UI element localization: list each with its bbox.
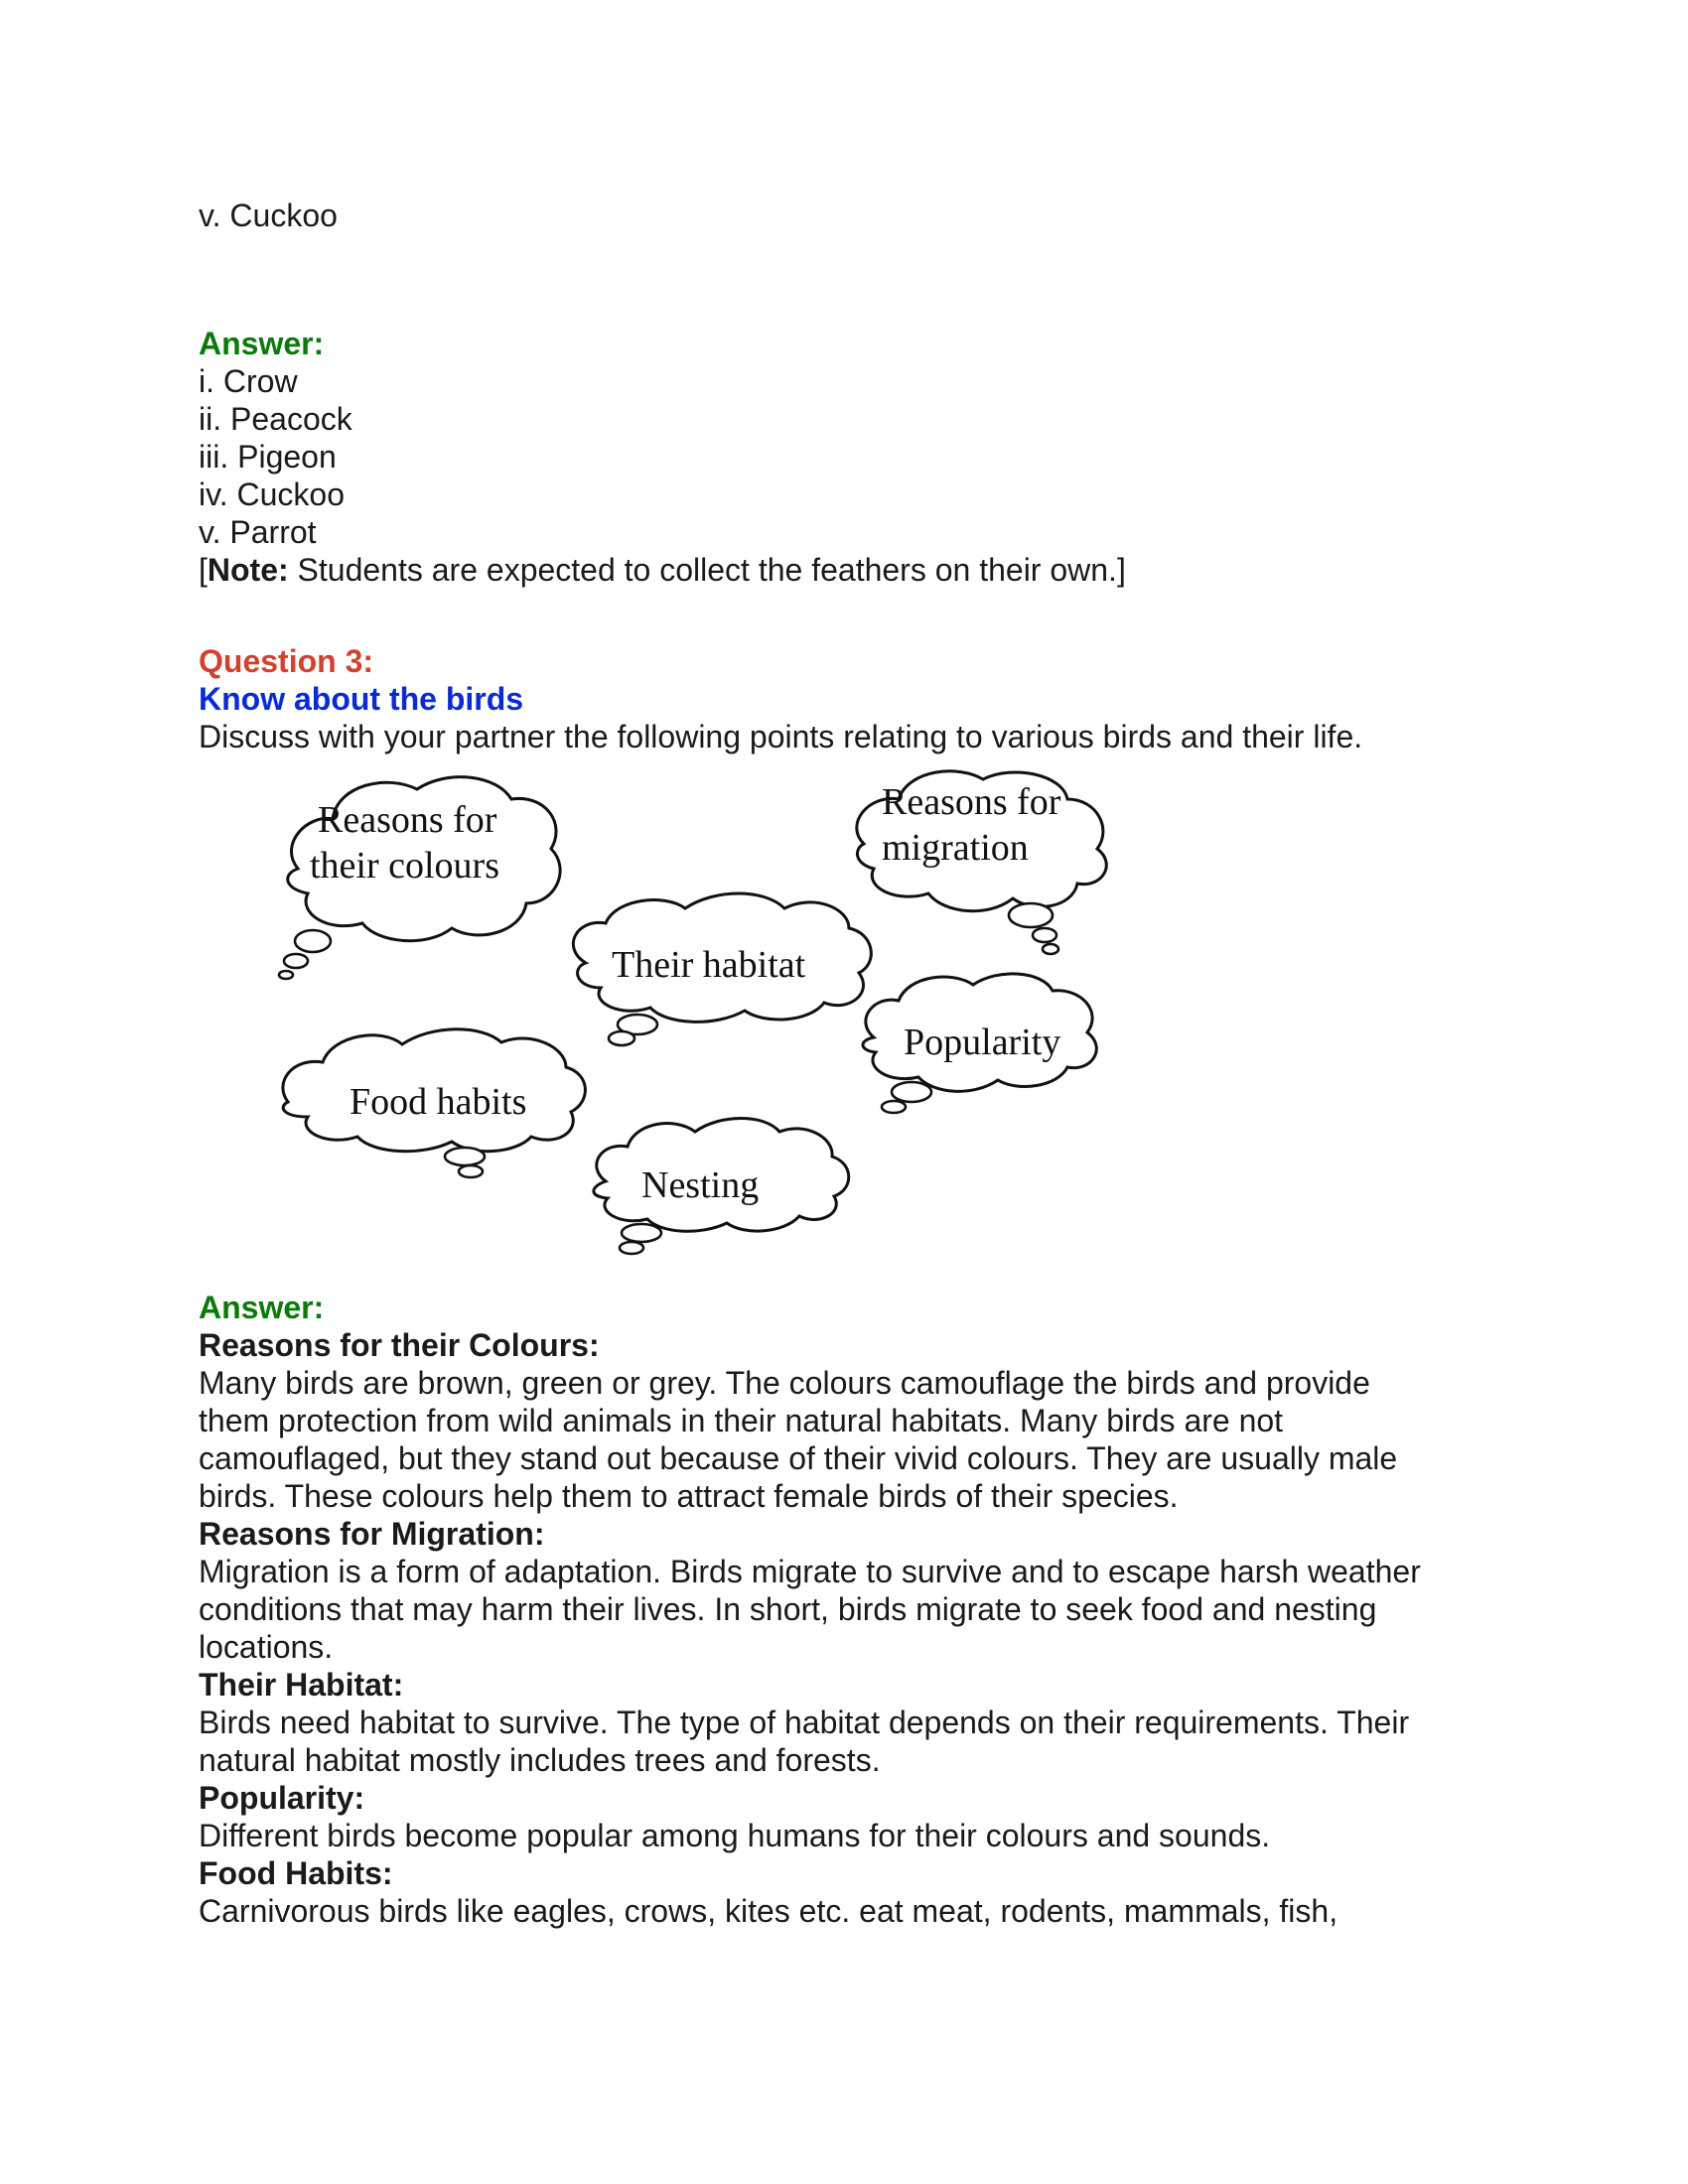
paragraph-line: camouflaged, but they stand out because of their vivid colours. They are usually male (199, 1440, 1398, 1476)
cloud-reasons-colours (279, 777, 560, 979)
thought-bubble-diagram (268, 764, 1162, 1261)
paragraph-line: Different birds become popular among humans for their colours and sounds. (199, 1818, 1271, 1853)
paragraph-line: conditions that may harm their lives. In short, birds migrate to seek food and nesting (199, 1591, 1377, 1627)
cloud-their-habitat (573, 893, 871, 1045)
paragraph-line: Carnivorous birds like eagles, crows, kites etc. eat meat, rodents, mammals, fish, (199, 1893, 1338, 1929)
cloud-text: Reasons for (882, 781, 1061, 823)
section-title: Food Habits: (199, 1855, 393, 1891)
paragraph-line: locations. (199, 1629, 334, 1665)
section-title: Reasons for their Colours: (199, 1327, 600, 1363)
cloud-text: Reasons for (318, 799, 497, 841)
paragraph-line: birds. These colours help them to attract female birds of their species. (199, 1478, 1179, 1514)
cloud-popularity (863, 974, 1096, 1113)
cloud-reasons-migration (857, 771, 1106, 954)
answer-heading: Answer: (199, 326, 325, 361)
list-item: v. Parrot (199, 514, 317, 550)
note-label: Note: (207, 552, 289, 588)
list-item: i. Crow (199, 363, 298, 399)
cloud-text: Their habitat (612, 944, 806, 986)
section-title: Popularity: (199, 1780, 365, 1816)
question-instruction: Discuss with your partner the following points relating to various birds and their life. (199, 719, 1363, 754)
list-item: v. Cuckoo (199, 198, 338, 233)
paragraph-line: Birds need habitat to survive. The type of habitat depends on their requirements. Their (199, 1705, 1410, 1740)
question-title: Know about the birds (199, 681, 524, 717)
note-bracket: [ (199, 552, 208, 588)
cloud-text: migration (882, 827, 1029, 869)
list-item: iv. Cuckoo (199, 477, 346, 512)
question-heading: Question 3: (199, 643, 374, 679)
cloud-text: their colours (310, 845, 500, 887)
paragraph-line: them protection from wild animals in their natural habitats. Many birds are not (199, 1403, 1284, 1438)
note-text: Students are expected to collect the feathers on their own.] (288, 552, 1126, 588)
answer-heading: Answer: (199, 1290, 325, 1325)
paragraph-line: natural habitat mostly includes trees and forests. (199, 1742, 881, 1778)
cloud-text: Popularity (904, 1022, 1061, 1063)
note-line (199, 551, 1126, 589)
list-item: ii. Peacock (199, 401, 352, 437)
cloud-text: Nesting (641, 1164, 760, 1206)
cloud-text: Food habits (350, 1081, 527, 1123)
section-title: Reasons for Migration: (199, 1516, 545, 1552)
paragraph-line: Many birds are brown, green or grey. The colours camouflage the birds and provide (199, 1365, 1370, 1401)
cloud-food-habits (283, 1029, 586, 1177)
section-title: Their Habitat: (199, 1667, 404, 1703)
cloud-nesting (594, 1119, 849, 1255)
paragraph-line: Migration is a form of adaptation. Birds migrate to survive and to escape harsh weather (199, 1554, 1421, 1589)
list-item: iii. Pigeon (199, 439, 337, 475)
